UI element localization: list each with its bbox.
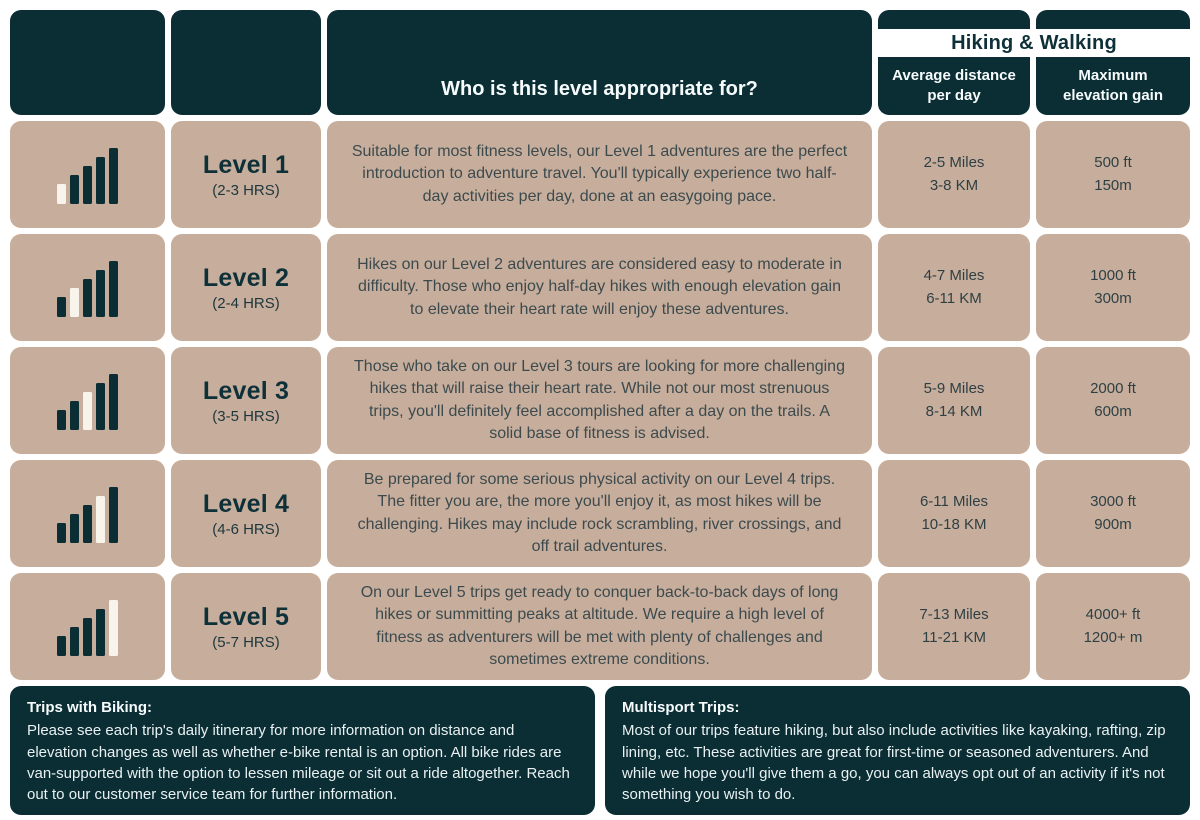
distance-km: 3-8 KM [929, 176, 979, 194]
signal-bars-icon [57, 372, 118, 430]
hiking-walking-banner [878, 29, 1200, 57]
footnotes-row [10, 686, 1190, 814]
level-1-icon-cell [10, 121, 165, 228]
hiking-walking-title: Hiking & Walking [951, 31, 1117, 54]
level-hours: (5-7 HRS) [212, 633, 280, 651]
elevation-m: 300m [1094, 289, 1132, 307]
signal-bars-icon [57, 259, 118, 317]
level-5-name-cell [171, 573, 321, 680]
level-title: Level 4 [202, 489, 290, 518]
multisport-footnote [605, 686, 1190, 815]
level-3-name-cell [171, 347, 321, 454]
level-3-description-cell [327, 347, 872, 454]
level-4-distance-cell [878, 460, 1030, 567]
biking-footnote-body: Please see each trip's daily itinerary for more information on distance and elevation changes as well as whether e-bike rental is an option. All bike rides are van-supported with the option to lessen mileage or sit out a ride altogether. Reach out to our customer service team for further information. [27, 722, 570, 804]
level-description-text: Suitable for most fitness levels, our Level 1 adventures are the perfect introduction to adventure travel. You'll typically experience two half-day activities per day, done at an easygoing pace. [351, 143, 848, 205]
elevation-label-line1: Maximum [1078, 66, 1148, 84]
level-hours: (2-3 HRS) [212, 181, 280, 199]
distance-label-line1: Average distance [892, 66, 1016, 84]
level-2-distance-cell [878, 234, 1030, 341]
level-2-name-cell [171, 234, 321, 341]
level-description-text: Be prepared for some serious physical activity on our Level 4 trips. The fitter you are, the more you'll enjoy it, as most hikes will be challenging. Hikes may include rock scrambling, river crossings, and off trail adventures. [357, 471, 842, 555]
level-description-text: On our Level 5 trips get ready to conquer back-to-back days of long hikes or summitting peaks at altitude. We require a high level of fitness as adventurers will be met with plenty of challenges and sometimes extreme conditions. [360, 584, 839, 668]
signal-bars-icon [57, 598, 118, 656]
elevation-m: 900m [1094, 515, 1132, 533]
level-title: Level 1 [202, 150, 290, 179]
level-description-text: Hikes on our Level 2 adventures are considered easy to moderate in difficulty. Those who enjoy half-day hikes with enough elevation gain to elevate their heart rate will enjoy these adventures. [357, 256, 842, 318]
level-hours: (4-6 HRS) [212, 520, 280, 538]
biking-footnote-title: Trips with Biking: [27, 699, 153, 716]
signal-bars-icon [57, 146, 118, 204]
elevation-label-line2: elevation gain [1062, 87, 1164, 104]
distance-miles: 4-7 Miles [923, 267, 985, 284]
distance-km: 6-11 KM [926, 289, 982, 307]
level-2-icon-cell [10, 234, 165, 341]
header-icon-column-spacer [10, 10, 165, 115]
biking-footnote [10, 686, 595, 815]
level-4-description-cell [327, 460, 872, 567]
elevation-ft: 500 ft [1094, 154, 1132, 171]
level-1-distance-cell [878, 121, 1030, 228]
distance-km: 10-18 KM [921, 515, 987, 533]
level-4-name-cell [171, 460, 321, 567]
signal-bars-icon [57, 485, 118, 543]
header-level-column-spacer [171, 10, 321, 115]
level-description-text: Those who take on our Level 3 tours are looking for more challenging hikes that will raise their heart rate. While not our most strenuous trips, you'll definitely feel accomplished after a day on the trails. A solid base of fitness is advised. [354, 358, 845, 442]
level-title: Level 2 [202, 263, 290, 292]
header-who-cell [327, 10, 872, 115]
elevation-m: 600m [1094, 402, 1132, 420]
level-hours: (3-5 HRS) [212, 407, 280, 425]
level-5-icon-cell [10, 573, 165, 680]
distance-km: 11-21 KM [922, 628, 986, 646]
level-5-description-cell [327, 573, 872, 680]
distance-label-line2: per day [927, 87, 981, 104]
level-title: Level 3 [202, 376, 290, 405]
level-3-distance-cell [878, 347, 1030, 454]
distance-miles: 5-9 Miles [923, 380, 985, 397]
elevation-m: 150m [1094, 176, 1132, 194]
elevation-ft: 2000 ft [1090, 380, 1136, 397]
elevation-ft: 4000+ ft [1085, 606, 1141, 623]
levels-table [10, 10, 1190, 680]
level-4-icon-cell [10, 460, 165, 567]
level-4-elevation-cell [1036, 460, 1190, 567]
who-title: Who is this level appropriate for? [441, 78, 758, 100]
elevation-ft: 1000 ft [1090, 267, 1136, 284]
elevation-ft: 3000 ft [1090, 493, 1136, 510]
level-title: Level 5 [202, 602, 290, 631]
level-5-elevation-cell [1036, 573, 1190, 680]
level-1-name-cell [171, 121, 321, 228]
level-hours: (2-4 HRS) [212, 294, 280, 312]
header-elevation-cell [1036, 10, 1190, 115]
level-5-distance-cell [878, 573, 1030, 680]
multisport-footnote-title: Multisport Trips: [622, 699, 740, 716]
distance-miles: 7-13 Miles [919, 606, 989, 623]
multisport-footnote-body: Most of our trips feature hiking, but also include activities like kayaking, rafting, zip lining, etc. These activities are great for first-time or seasoned adventurers. And while we hope you'll give them a go, you can always opt out of an activity if it's not something you wish to do. [622, 722, 1166, 804]
elevation-m: 1200+ m [1083, 628, 1143, 646]
level-2-elevation-cell [1036, 234, 1190, 341]
level-3-icon-cell [10, 347, 165, 454]
header-distance-cell [878, 10, 1030, 115]
level-2-description-cell [327, 234, 872, 341]
distance-km: 8-14 KM [925, 402, 983, 420]
distance-miles: 2-5 Miles [923, 154, 985, 171]
level-1-description-cell [327, 121, 872, 228]
level-1-elevation-cell [1036, 121, 1190, 228]
distance-miles: 6-11 Miles [919, 493, 989, 510]
level-3-elevation-cell [1036, 347, 1190, 454]
